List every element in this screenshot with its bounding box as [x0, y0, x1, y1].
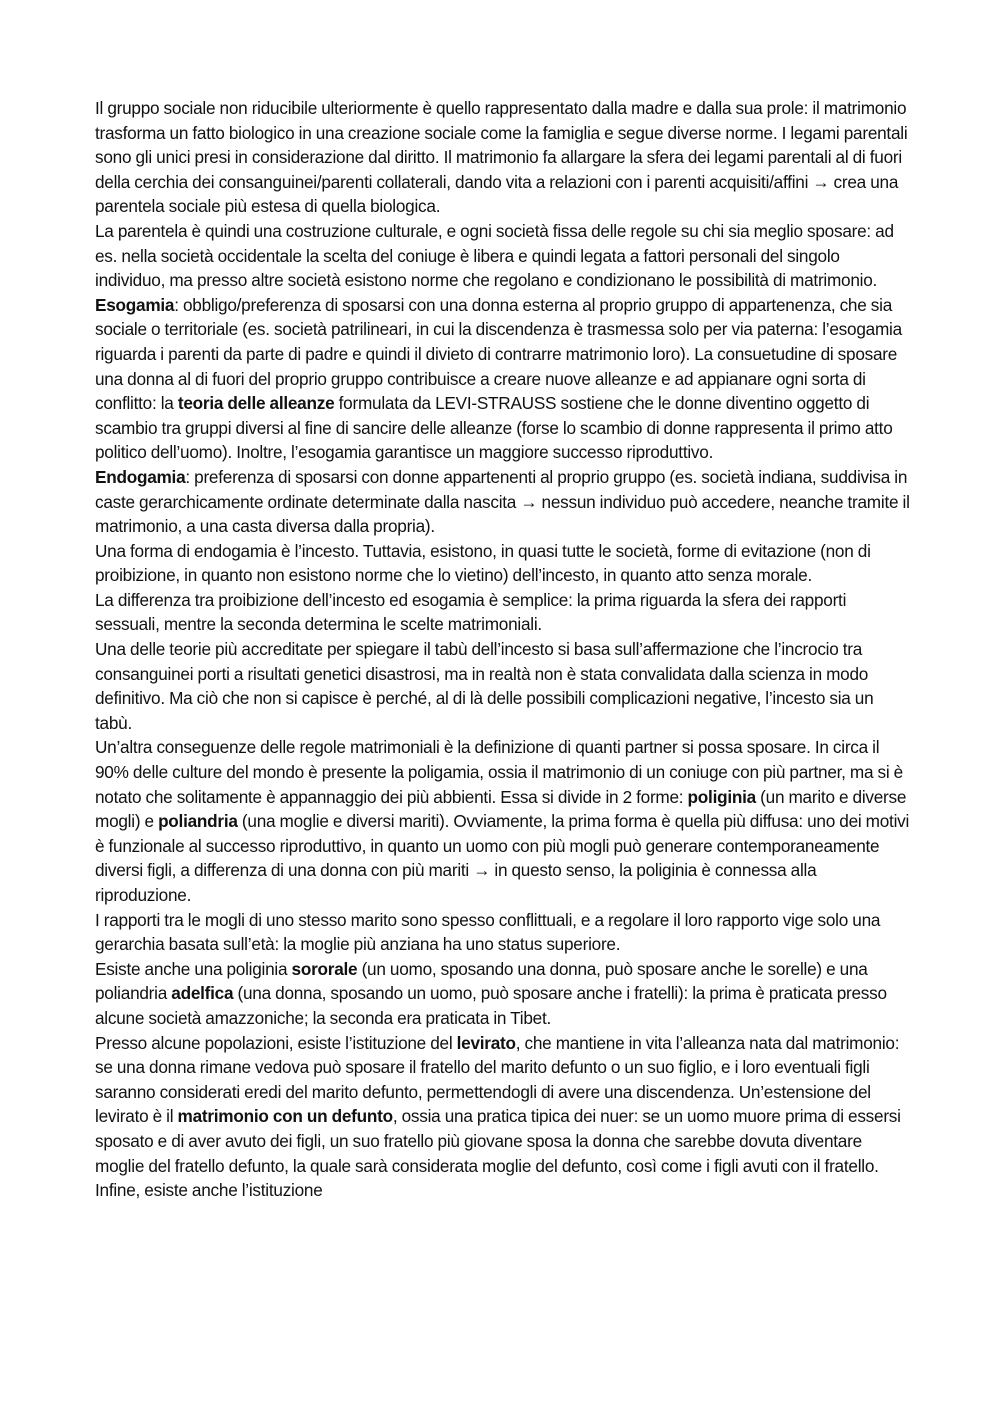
- text-span: , ossia una pratica tipica dei nuer: se un uomo muore prima di essersi sposato e di aver avuto dei figli, un suo fratello più giovane sposa la donna che sarebbe dovuta diventare moglie del fratello defunto, la quale sarà considerata moglie del defunto, così come i figli avuti con il fratello. Infine, esiste anche l’istituzione: [95, 1106, 901, 1201]
- paragraph-esogamia: [95, 293, 913, 465]
- term-poliginia: poliginia: [687, 786, 756, 807]
- term-endogamia: Endogamia: [95, 466, 186, 487]
- text-span: Una delle teorie più accreditate per spiegare il tabù dell’incesto si basa sull’affermazione che l’incrocio tra consanguinei porti a risultati genetici disastrosi, ma in realtà non è stata convalidata dalla scienza in modo definitivo. Ma ciò che non si capisce è perché, al di là delle possibili complicazioni negative, l’incesto sia un tabù.: [95, 639, 874, 733]
- paragraph-endogamia: [95, 465, 913, 539]
- text-span: La differenza tra proibizione dell’incesto ed esogamia è semplice: la prima riguarda la sfera dei rapporti sessuali, mentre la seconda determina le scelte matrimoniali.: [95, 589, 847, 635]
- text-span: Un’altra conseguenze delle regole matrimoniali è la definizione di quanti partner si possa sposare. In circa il 90% delle culture del mondo è presente la poligamia, ossia il matrimonio di un coniuge con più partner, ma si è notato che solitamente è appannaggio dei più abbienti. Essa si divide in 2 forme:: [95, 737, 903, 807]
- text-span: Una forma di endogamia è l’incesto. Tuttavia, esistono, in quasi tutte le società, forme di evitazione (non di proibizione, in quanto non esistono norme che lo vietino) dell’incesto, in quanto atto senza morale.: [95, 540, 871, 586]
- text-span: (una moglie e diversi mariti). Ovviamente, la prima forma è quella più diffusa: uno dei motivi è funzionale al successo riproduttivo, in quanto un uomo con più mogli può generare contemporaneamente diversi figli, a differenza di una donna con più mariti → in questo senso, la poliginia è connessa alla riproduzione.: [95, 811, 910, 905]
- document-page: [95, 96, 913, 1203]
- text-span: , che mantiene in vita l’alleanza nata dal matrimonio: se una donna rimane vedova può sposare il fratello del marito defunto o un suo figlio, e i loro eventuali figli saranno considerati eredi del marito defunto, permettendogli di avere una discendenza. Un’estensione del levirato è il: [95, 1032, 900, 1127]
- text-span: I rapporti tra le mogli di uno stesso marito sono spesso conflittuali, e a regolare il loro rapporto vige solo una gerarchia basata sull’età: la moglie più anziana ha uno status superiore.: [95, 909, 881, 955]
- text-span: (un uomo, sposando una donna, può sposare anche le sorelle) e una poliandria: [95, 958, 868, 1004]
- term-teoria-delle-alleanze: teoria delle alleanze: [177, 393, 335, 414]
- text-span: La parentela è quindi una costruzione culturale, e ogni società fissa delle regole su chi sia meglio sposare: ad es. nella società occidentale la scelta del coniuge è libera e quindi legata a fattori personali del singolo individuo, ma presso altre società esistono norme che regolano e condizionano le possibilità di matrimonio.: [95, 220, 894, 291]
- paragraph-levirato: [95, 1031, 913, 1203]
- term-levirato: levirato: [456, 1032, 516, 1053]
- term-adelfica: adelfica: [171, 983, 234, 1004]
- paragraph-poligamia: [95, 735, 913, 907]
- paragraph-teorie-tabu: [95, 637, 913, 735]
- text-span: formulata da LEVI-STRAUSS sostiene che le donne diventino oggetto di scambio tra gruppi diversi al fine di sancire delle alleanze (forse lo scambio di donne rappresenta il primo atto politico dell’uomo). Inoltre, l’esogamia garantisce un maggiore successo riproduttivo.: [95, 393, 893, 463]
- text-span: (una donna, sposando un uomo, può sposare anche i fratelli): la prima è praticata presso alcune società amazzoniche; la seconda era praticata in Tibet.: [95, 983, 887, 1028]
- paragraph-differenza: [95, 588, 913, 637]
- text-span: Il gruppo sociale non riducibile ulteriormente è quello rappresentato dalla madre e dalla sua prole: il matrimonio trasforma un fatto biologico in una creazione sociale come la famiglia e segue diverse norme. I legami parentali sono gli unici presi in considerazione dal diritto. Il matrimonio fa allargare la sfera dei legami parentali al di fuori della cerchia dei consanguinei/parenti collaterali, dando vita a relazioni con i parenti acquisiti/affini → crea una parentela sociale più estesa di quella biologica.: [95, 98, 908, 217]
- term-poliandria: poliandria: [158, 811, 238, 832]
- paragraph-incesto: [95, 539, 913, 588]
- term-esogamia: Esogamia: [95, 294, 175, 315]
- paragraph-parentela: [95, 219, 913, 293]
- paragraph-rapporti-mogli: [95, 908, 913, 957]
- text-span: : preferenza di sposarsi con donne appartenenti al proprio gruppo (es. società indiana, suddivisa in caste gerarchicamente ordinate determinate dalla nascita → nessun individuo può accedere, neanche tramite il matrimonio, a una casta diversa dalla propria).: [95, 466, 910, 537]
- text-span: (un marito e diverse mogli) e: [95, 786, 907, 832]
- paragraph-sororale-adelfica: [95, 957, 913, 1031]
- term-sororale: sororale: [291, 958, 358, 979]
- text-span: Presso alcune popolazioni, esiste l’istituzione del: [95, 1032, 457, 1053]
- paragraph-intro: [95, 96, 913, 219]
- text-span: : obbligo/preferenza di sposarsi con una donna esterna al proprio gruppo di appartenenza, che sia sociale o territoriale (es. società patrilineari, in cui la discendenza è trasmessa solo per via paterna: l’esogamia riguarda i parenti da parte di padre e quindi il divieto di contrarre matrimonio loro). La consuetudine di sposare una donna al di fuori del proprio gruppo contribuisce a creare nuove alleanze e ad appianare ogni sorta di conflitto: la: [95, 294, 902, 414]
- term-matrimonio-con-un-defunto: matrimonio con un defunto: [177, 1106, 393, 1127]
- text-span: Esiste anche una poliginia: [95, 958, 292, 979]
